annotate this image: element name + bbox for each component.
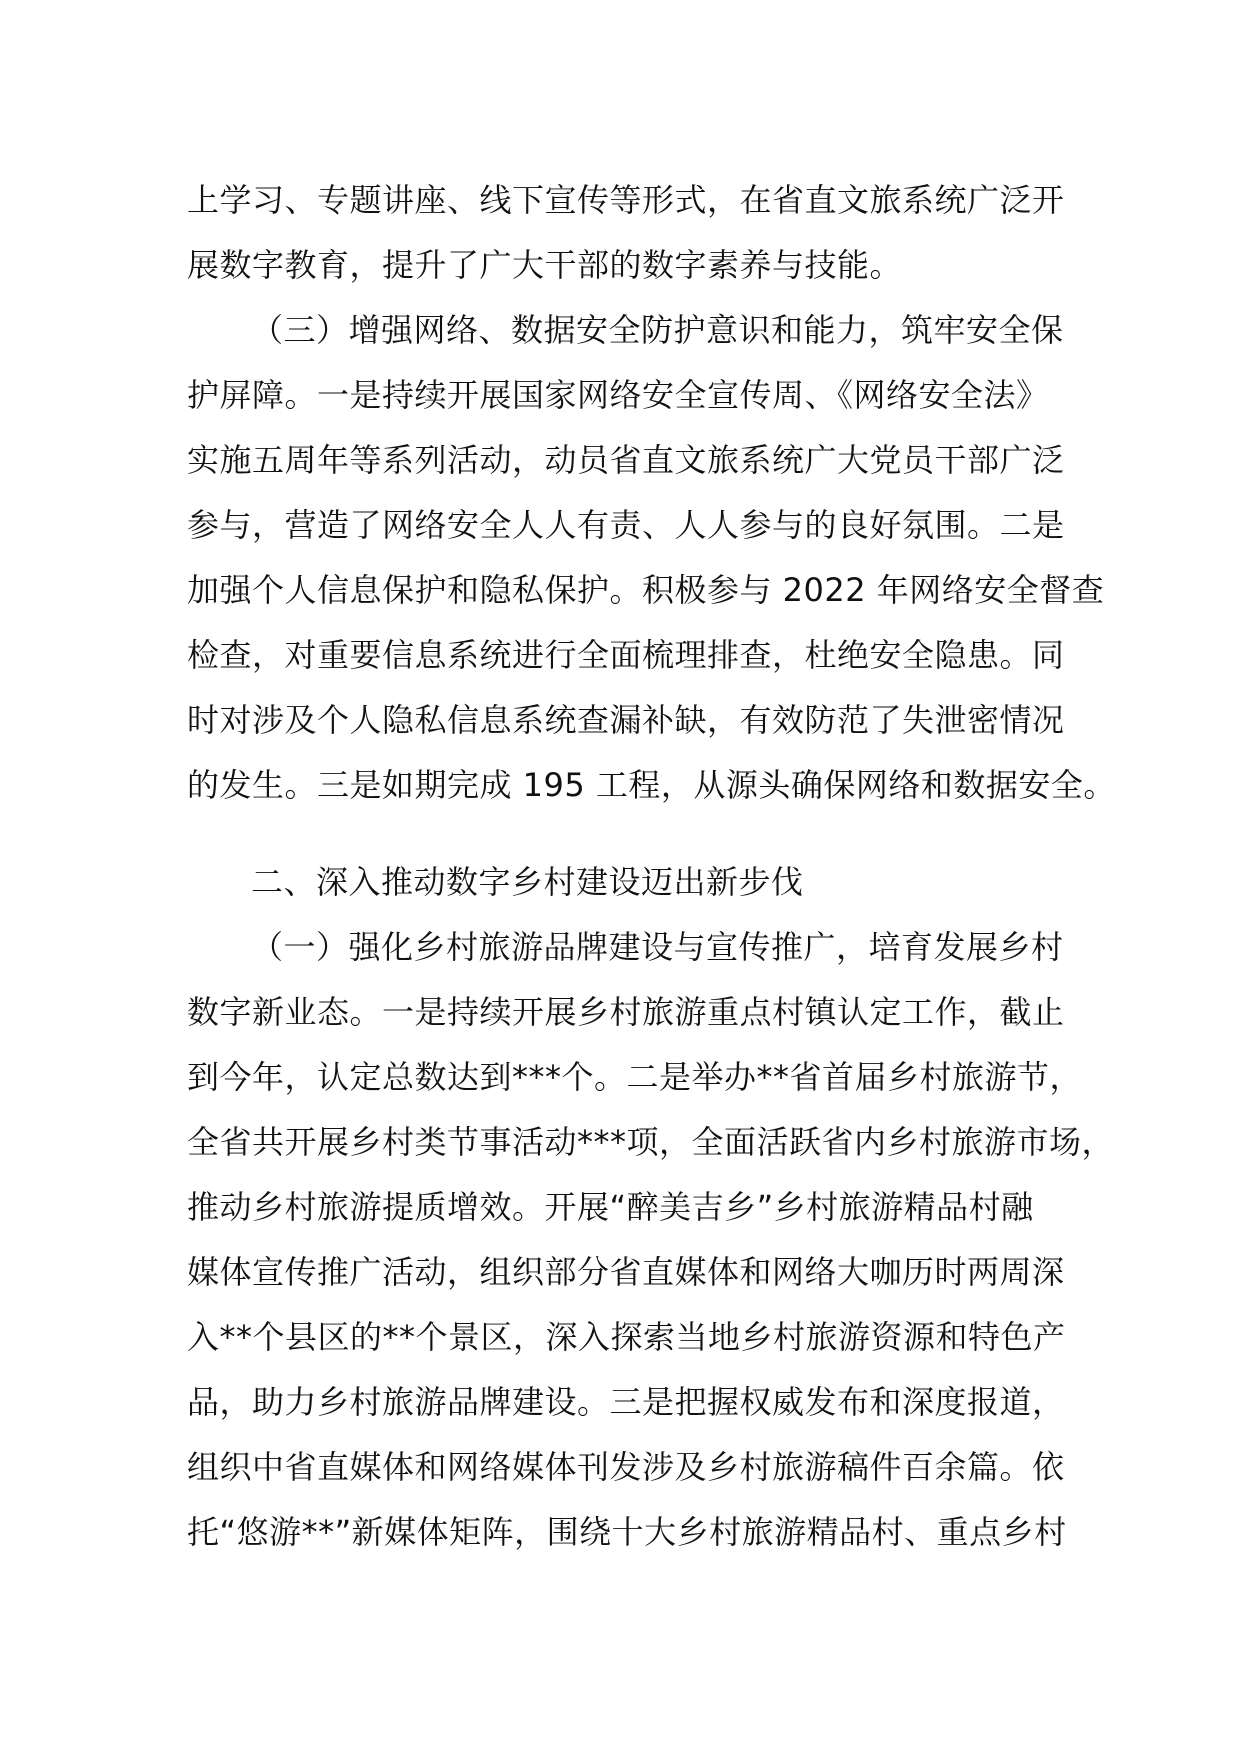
text-line: 的发生。三是如期完成 195 工程，从源头确保网络和数据安全。 <box>187 766 1116 804</box>
body-text <box>187 168 1116 1565</box>
text-line: 上学习、专题讲座、线下宣传等形式，在省直文旅系统广泛开 <box>187 181 1065 219</box>
text-line: 媒体宣传推广活动，组织部分省直媒体和网络大咖历时两周深 <box>187 1253 1065 1291</box>
section-heading: 二、深入推动数字乡村建设迈出新步伐 <box>251 863 804 901</box>
text-line: 到今年，认定总数达到***个。二是举办**省首届乡村旅游节， <box>187 1058 1083 1096</box>
subsection-heading-line: （一）强化乡村旅游品牌建设与宣传推广，培育发展乡村 <box>251 928 1064 966</box>
text-line: 全省共开展乡村类节事活动***项，全面活跃省内乡村旅游市场， <box>187 1123 1115 1161</box>
text-line: 实施五周年等系列活动，动员省直文旅系统广大党员干部广泛 <box>187 441 1065 479</box>
text-line: 检查，对重要信息系统进行全面梳理排查，杜绝安全隐患。同 <box>187 636 1065 674</box>
text-line: 数字新业态。一是持续开展乡村旅游重点村镇认定工作，截止 <box>187 993 1065 1031</box>
subsection-heading-line: （三）增强网络、数据安全防护意识和能力，筑牢安全保 <box>251 311 1064 349</box>
text-line: 推动乡村旅游提质增效。开展“醉美吉乡”乡村旅游精品村融 <box>187 1188 1034 1226</box>
text-line: 托“悠游**”新媒体矩阵，围绕十大乡村旅游精品村、重点乡村 <box>187 1513 1067 1551</box>
text-line: 品，助力乡村旅游品牌建设。三是把握权威发布和深度报道， <box>187 1383 1065 1421</box>
text-line: 参与，营造了网络安全人人有责、人人参与的良好氛围。二是 <box>187 506 1065 544</box>
text-line: 组织中省直媒体和网络媒体刊发涉及乡村旅游稿件百余篇。依 <box>187 1448 1065 1486</box>
text-line: 展数字教育，提升了广大干部的数字素养与技能。 <box>187 246 903 284</box>
text-line: 护屏障。一是持续开展国家网络安全宣传周、《网络安全法》 <box>187 376 1049 414</box>
text-line: 入**个县区的**个景区，深入探索当地乡村旅游资源和特色产 <box>187 1318 1066 1356</box>
text-line: 加强个人信息保护和隐私保护。积极参与 2022 年网络安全督查 <box>187 571 1105 609</box>
text-line: 时对涉及个人隐私信息系统查漏补缺，有效防范了失泄密情况 <box>187 701 1065 739</box>
